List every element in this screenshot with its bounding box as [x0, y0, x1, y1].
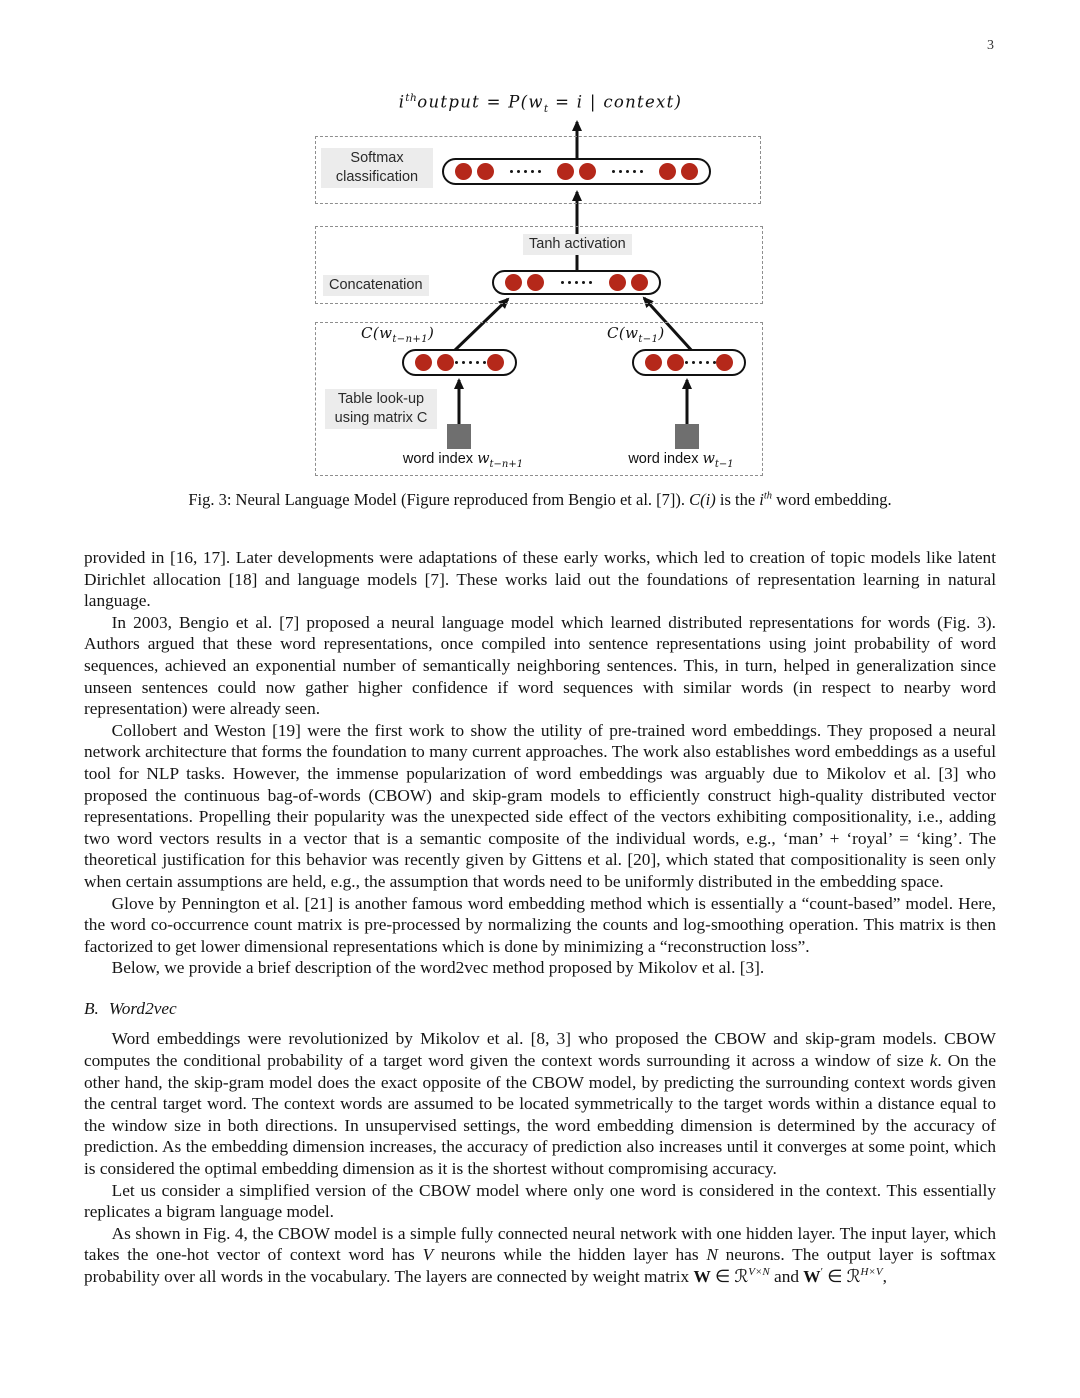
figure-caption: Fig. 3: Neural Language Model (Figure reproduced from Bengio et al. [7]). C(i) is the $i^{th}$ word embedding. [188, 490, 892, 509]
neuron-node [667, 354, 684, 371]
neuron-node [557, 163, 574, 180]
neuron-node [609, 274, 626, 291]
body-text-column [84, 547, 996, 1288]
table-lookup-label: Table look-up using matrix C [325, 389, 437, 429]
paragraph: provided in [16, 17]. Later developments were adaptations of these early works, which led to creation of topic models like latent Dirichlet allocation [18] and language models [7]. These works laid out the foundations of representation learning in natural language. [84, 548, 996, 611]
neuron-node [477, 163, 494, 180]
embedding-label-left: $C(w_{t-n+1})$ [361, 324, 435, 345]
softmax-classification-label: Softmax classification [321, 148, 433, 188]
section-heading-word2vec: B. Word2vec [84, 998, 177, 1018]
word-index-label-left: word index $w_{t-n+1}$ [402, 451, 524, 470]
figure-3-neural-language-model [313, 88, 768, 488]
softmax-output-nodes [442, 158, 711, 185]
concatenation-nodes [492, 270, 661, 295]
word-index-square-right [675, 424, 699, 449]
figure-output-formula: $i^{th}output = P(w_t = i$ | context) [398, 92, 683, 115]
neuron-node [527, 274, 544, 291]
neuron-node [631, 274, 648, 291]
tanh-activation-label: Tanh activation [523, 234, 632, 255]
ellipsis-dots [455, 361, 486, 364]
word-index-square-left [447, 424, 471, 449]
word-index-label-right: word index $w_{t-1}$ [628, 451, 734, 470]
ellipsis-dots [685, 361, 716, 364]
paragraph: As shown in Fig. 4, the CBOW model is a simple fully connected neural network with one hidden layer. The input layer, which takes the one-hot vector of context word has V neurons while the hidden layer has N neurons. The output layer is softmax probability over all words in the vocabulary. The layers are connected by weight matrix W ∈ ℛ$^{V\times N}$ and W′ ∈ ℛ$^{H\times V}$, [84, 1223, 996, 1286]
page-number: 3 [987, 38, 994, 53]
embedding-nodes-left [402, 349, 517, 376]
paragraph: Collobert and Weston [19] were the first work to show the utility of pre-trained word embeddings. They proposed a neural network architecture that forms the foundation to many current approaches. The work also establishes word embeddings as a useful tool for NLP tasks. However, the immense popularization of word embeddings was arguably due to Mikolov et al. [3] who proposed the continuous bag-of-words (CBOW) and skip-gram models to efficiently construct high-quality distributed vector representations. Propelling their popularity was the unexpected side effect of the vectors exhibiting compositionality, i.e., adding two word vectors results in a vector that is a semantic composite of the individual words, e.g., ‘man’ + ‘royal’ = ‘king’. The theoretical justification for this behavior was recently given by Gittens et al. [20], which stated that compositionality is seen only when certain assumptions are held, e.g., the assumption that words need to be uniformly distributed in the embedding space. [84, 720, 996, 891]
neuron-node [645, 354, 662, 371]
ellipsis-dots [510, 170, 541, 173]
paragraph: Below, we provide a brief description of the word2vec method proposed by Mikolov et al. [3]. [111, 958, 765, 978]
paragraph: In 2003, Bengio et al. [7] proposed a neural language model which learned distributed representations for words (Fig. 3). Authors argued that these word representations, once compiled into sentence representations using joint probability of word sequences, achieved an exponential number of semantically neighboring sentences. This, in turn, helped in generalization since unseen sentences could now gather higher confidence if word sequences with similar words (in respect to nearby word representation) were already seen. [84, 612, 996, 719]
paragraph: Let us consider a simplified version of the CBOW model where only one word is considered in the context. This essentially replicates a bigram language model. [84, 1180, 996, 1222]
neuron-node [681, 163, 698, 180]
concatenation-label: Concatenation [323, 275, 429, 296]
paragraph: Glove by Pennington et al. [21] is another famous word embedding method which is essentially a “count-based” model. Here, the word co-occurrence count matrix is pre-processed by normalizing the counts and log-smoothing operation. This matrix is then factorized to get lower dimensional representations which is done by minimizing a “reconstruction loss”. [84, 893, 996, 956]
neuron-node [579, 163, 596, 180]
neuron-node [455, 163, 472, 180]
ellipsis-dots [561, 281, 592, 284]
embedding-label-right: $C(w_{t-1})$ [607, 324, 665, 345]
embedding-nodes-right [632, 349, 746, 376]
neuron-node [437, 354, 454, 371]
neuron-node [659, 163, 676, 180]
neuron-node [415, 354, 432, 371]
neuron-node [716, 354, 733, 371]
neuron-node [487, 354, 504, 371]
neuron-node [505, 274, 522, 291]
ellipsis-dots [612, 170, 643, 173]
paragraph: Word embeddings were revolutionized by Mikolov et al. [8, 3] who proposed the CBOW and skip-gram models. CBOW computes the conditional probability of a target word given the context words surrounding it across a window of size k. On the other hand, the skip-gram model does the exact opposite of the CBOW model, by predicting the surrounding context words given the central target word. The context words are assumed to be located symmetrically to the target words within a distance equal to the window size in both directions. In unsupervised settings, the word embedding dimension is determined by the accuracy of prediction. As the embedding dimension increases, the accuracy of prediction also increases until it converges at some point, which is considered the optimal embedding dimension as it is the shortest without compromising accuracy. [84, 1029, 996, 1179]
